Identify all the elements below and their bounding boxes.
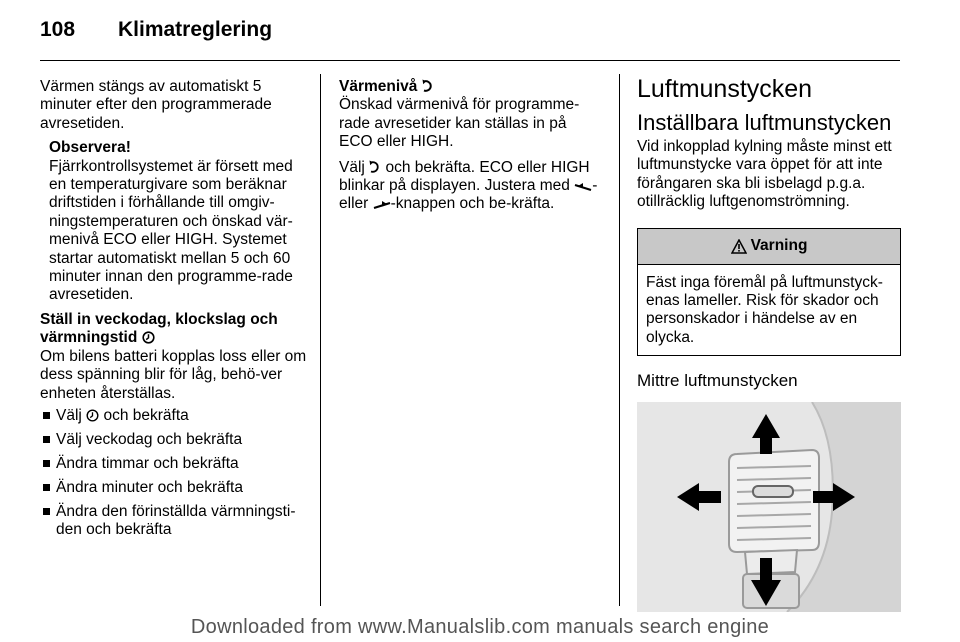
section-title <box>40 311 308 348</box>
note-block <box>40 139 308 305</box>
header-rule <box>40 60 900 61</box>
column-divider-1 <box>320 74 321 606</box>
seesaw-left-icon <box>574 182 592 192</box>
bullet-text: och bekräfta <box>99 406 189 424</box>
warning-title: Varning <box>750 236 808 254</box>
bullet-text: Ändra timmar och bekräfta <box>56 454 239 472</box>
chapter-title: Klimatreglering <box>118 18 273 41</box>
intro-paragraph: Värmen stängs av automatiskt 5 minuter efter den programmerade avresetiden. <box>40 78 272 132</box>
vents-intro: Vid inkopplad kylning måste minst ett luftmunstycke vara öppet för att inte förångaren ska bli isbelagd p.g.a. otillräcklig luftgenomströmning. <box>637 138 892 211</box>
section-title-text: Ställ in veckodag, klockslag och värmningstid <box>40 310 278 347</box>
heading-installbara: Inställbara luftmunstycken <box>637 110 892 135</box>
heading-mittre: Mittre luftmunstycken <box>637 371 798 391</box>
note-text: Fjärrkontrollsystemet är försett med en temperaturgivare som beräknar driftstiden i förhållande till omgiv-ningstemperaturen och önskad vär-menivå ECO eller HIGH. Systemet startar automatiskt mellan 5 och 60 minuter innan den programme-rade avresetiden. <box>49 157 293 304</box>
para2-text: - eller <box>339 177 598 213</box>
column-1 <box>40 78 308 545</box>
page-header <box>40 18 272 48</box>
list-item <box>40 503 308 540</box>
list-item <box>40 479 308 497</box>
list-item <box>40 455 308 473</box>
clock-icon <box>86 409 99 422</box>
column-3 <box>637 75 905 612</box>
para2-text: Välj <box>339 158 370 176</box>
bullet-text: Välj veckodag och bekräfta <box>56 430 243 448</box>
column-2 <box>339 78 601 214</box>
warning-header <box>638 229 900 265</box>
para2-text: -knappen och be-kräfta. <box>390 195 555 213</box>
section-text: Om bilens batteri kopplas loss eller om dess spänning blir för låg, behö-ver enheten återställas. <box>40 347 307 402</box>
list-item <box>40 407 308 425</box>
heat-level-paragraph-2 <box>339 159 601 214</box>
column-divider-2 <box>619 74 620 606</box>
footer-watermark: Downloaded from www.Manualslib.com manuals search engine <box>190 616 770 638</box>
bullet-text: Ändra minuter och bekräfta <box>56 478 243 496</box>
vent-illustration-image <box>637 402 901 612</box>
seesaw-right-icon <box>373 200 391 210</box>
bullet-text: Välj <box>56 406 87 424</box>
note-title: Observera! <box>49 139 131 157</box>
vent-illustration <box>637 402 901 612</box>
warning-box <box>637 228 901 357</box>
bullet-list <box>40 407 308 539</box>
warning-triangle-icon <box>731 239 747 254</box>
heat-level-title <box>339 78 601 96</box>
heading-luftmunstycken: Luftmunstycken <box>637 75 813 103</box>
clock-icon <box>142 331 155 344</box>
warning-body: Fäst inga föremål på luftmunstyck-enas lameller. Risk för skador och personskador i händelse av en olycka. <box>646 273 883 346</box>
list-item <box>40 431 308 449</box>
bullet-text: Ändra den förinställda värmningsti-den och bekräfta <box>56 502 296 538</box>
page-number: 108 <box>40 18 76 41</box>
heat-level-icon <box>422 79 434 93</box>
para2-text: och bekräfta. ECO eller HIGH blinkar på displayen. Justera med <box>339 158 590 195</box>
heat-level-icon <box>369 160 381 174</box>
heat-level-paragraph-1: Önskad värmenivå för programme-rade avresetider kan ställas in på ECO eller HIGH. <box>339 96 580 151</box>
heat-level-title-text: Värmenivå <box>339 78 418 95</box>
